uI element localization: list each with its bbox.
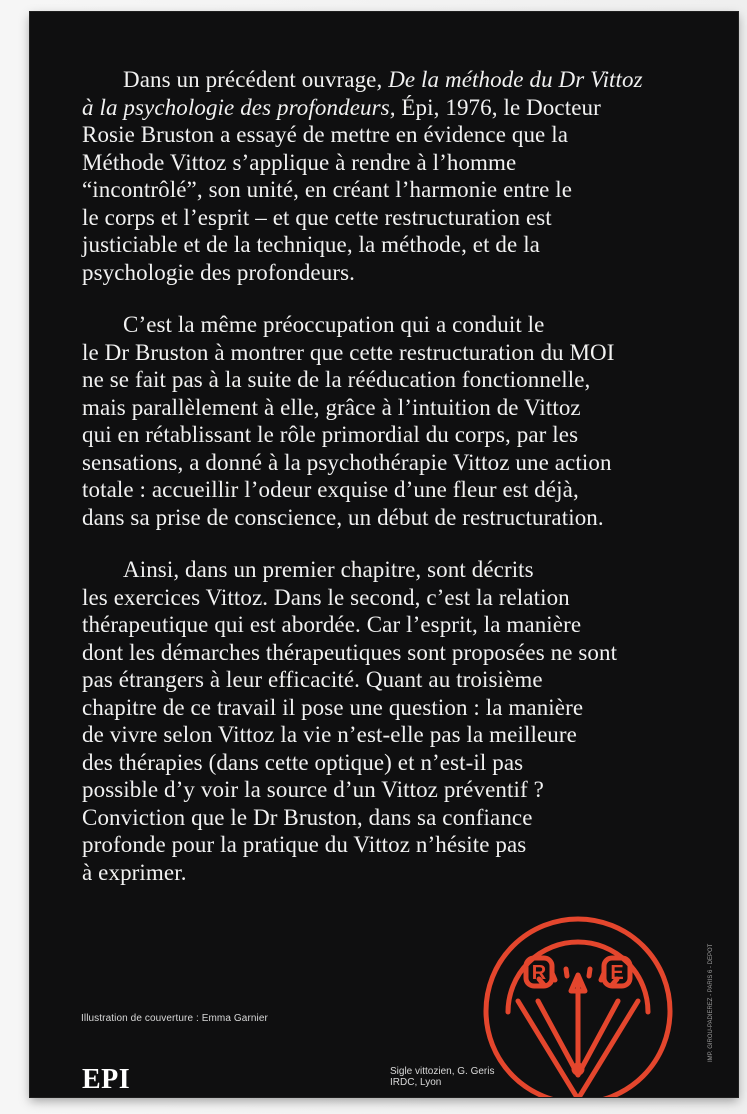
text-line xyxy=(82,311,716,339)
text-line xyxy=(82,721,716,749)
text-line xyxy=(82,366,716,394)
text-line xyxy=(82,204,716,232)
text-line xyxy=(82,556,716,584)
text-line xyxy=(82,831,716,859)
text-run: de vivre selon Vittoz la vie n’est-elle pas la meilleure xyxy=(82,722,577,747)
text-run: le corps et l’esprit – et que cette restructuration est xyxy=(82,204,552,230)
text-line xyxy=(82,776,716,804)
text-line xyxy=(82,149,716,177)
text-run: Épi, 1976, le Docteur xyxy=(395,94,601,120)
paragraph xyxy=(82,311,716,531)
text-line xyxy=(82,749,716,777)
text-run: des thérapies (dans cette optique) et n’est-il pas xyxy=(82,749,524,775)
text-run: les exercices Vittoz. Dans le second, c’est la relation xyxy=(82,584,570,610)
back-cover-text xyxy=(82,66,716,911)
text-run: totale : accueillir l’odeur exquise d’une fleur est déjà, xyxy=(82,477,579,502)
text-run: Méthode Vittoz s’applique à rendre à l’homme xyxy=(82,149,517,175)
text-run: justiciable et de la technique, la méthode, et de la xyxy=(82,232,540,257)
text-line xyxy=(82,449,716,477)
text-line xyxy=(82,176,716,204)
text-line xyxy=(82,421,716,449)
text-run: à exprimer. xyxy=(82,859,187,885)
text-line xyxy=(82,584,716,612)
text-run: ne se fait pas à la suite de la rééducation fonctionnelle, xyxy=(82,367,591,392)
text-line xyxy=(82,694,716,722)
text-run: psychologie des profondeurs. xyxy=(82,259,355,285)
text-line xyxy=(82,666,716,694)
text-run: mais parallèlement à elle, grâce à l’intuition de Vittoz xyxy=(82,394,581,420)
text-run: qui en rétablissant le rôle primordial du corps, par les xyxy=(82,422,579,447)
text-run: Rosie Bruston a essayé de mettre en évidence que la xyxy=(82,122,569,147)
text-line xyxy=(82,231,716,259)
text-run: Ainsi, dans un premier chapitre, sont décrits xyxy=(123,557,534,582)
text-run: pas étrangers à leur efficacité. Quant au troisième xyxy=(82,667,543,692)
text-line xyxy=(82,859,716,887)
paragraph xyxy=(82,556,716,886)
text-line xyxy=(82,476,716,504)
text-line xyxy=(82,804,716,832)
text-line xyxy=(82,66,716,94)
text-line xyxy=(82,94,716,122)
publisher-logo: EPI xyxy=(82,1064,131,1095)
sigil-caption-line: IRDC, Lyon xyxy=(390,1077,442,1088)
text-run: dans sa prise de conscience, un début de restructuration. xyxy=(82,504,604,530)
text-run: le Dr Bruston à montrer que cette restructuration du MOI xyxy=(82,339,615,365)
text-run: possible d’y voir la source d’un Vittoz préventif ? xyxy=(82,777,544,802)
sigil-caption-line: Sigle vittozien, G. Geris xyxy=(390,1066,495,1077)
text-line xyxy=(82,394,716,422)
text-line xyxy=(82,639,716,667)
book-back-cover xyxy=(30,12,738,1097)
text-run: C’est la même préoccupation qui a conduit le xyxy=(123,312,545,337)
text-line xyxy=(82,504,716,532)
italic-text: De la méthode du Dr Vittoz xyxy=(388,67,643,92)
text-run: Dans un précédent ouvrage, xyxy=(123,67,389,92)
vittoz-sigil xyxy=(476,909,680,1097)
text-line xyxy=(82,121,716,149)
printer-mark: IMP. GIROU-PADIEREZ - PARIS 6 - DEPOT xyxy=(708,943,714,1062)
illustration-credit: Illustration de couverture : Emma Garnier xyxy=(81,1013,268,1024)
text-line xyxy=(82,259,716,287)
text-run: “incontrôlé”, son unité, en créant l’harmonie entre le xyxy=(82,177,573,202)
text-run: Conviction que le Dr Bruston, dans sa confiance xyxy=(82,804,533,830)
text-line xyxy=(82,611,716,639)
text-run: sensations, a donné à la psychothérapie Vittoz une action xyxy=(82,449,612,475)
text-run: thérapeutique qui est abordée. Car l’esprit, la manière xyxy=(82,612,582,637)
sigil-letter-e: E xyxy=(610,962,624,984)
text-line xyxy=(82,339,716,367)
paragraph xyxy=(82,66,716,286)
text-run: chapitre de ce travail il pose une question : la manière xyxy=(82,694,584,720)
sigil-letter-r: R xyxy=(531,962,547,984)
italic-text: à la psychologie des profondeurs, xyxy=(82,94,396,120)
text-run: dont les démarches thérapeutiques sont proposées ne sont xyxy=(82,639,618,665)
text-run: profonde pour la pratique du Vittoz n’hésite pas xyxy=(82,832,527,857)
